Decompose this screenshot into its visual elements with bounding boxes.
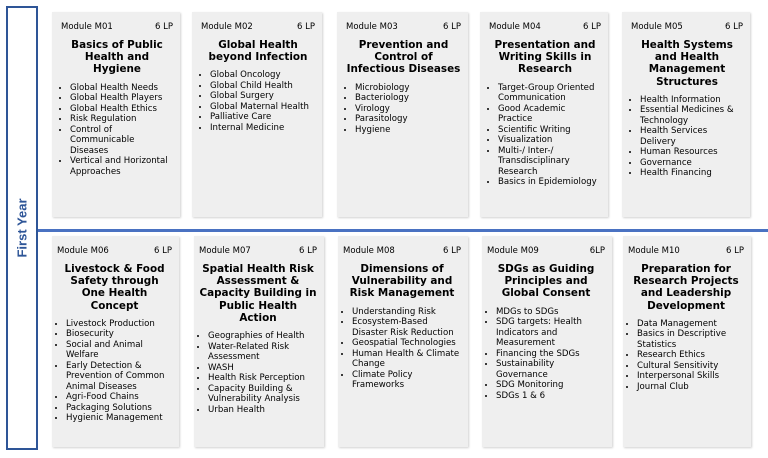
module-topic: • Livestock Production	[66, 319, 172, 330]
module-card-m08	[338, 236, 468, 447]
module-header	[489, 22, 601, 33]
module-card-m02	[192, 12, 322, 217]
module-header	[346, 22, 461, 33]
module-card-m03	[337, 12, 468, 217]
module-topic: • Interpersonal Skills	[637, 371, 744, 382]
module-topic: • WASH	[208, 363, 317, 374]
module-code: Module M02	[201, 22, 253, 32]
module-topic: • Global Health Players	[70, 93, 173, 104]
module-topic: • Biosecurity	[66, 329, 172, 340]
module-header	[487, 246, 605, 257]
module-topic: • Cultural Sensitivity	[637, 361, 744, 372]
module-topic: • Health Services Delivery	[640, 126, 743, 147]
module-topic-list	[199, 331, 317, 415]
year-label-box	[6, 6, 38, 450]
module-topic: • Sustainability Governance	[496, 359, 605, 380]
module-code: Module M04	[489, 22, 541, 32]
module-topic: • Human Resources	[640, 147, 743, 158]
module-topic-list	[628, 319, 744, 393]
module-topic: • Control of Communicable Diseases	[70, 125, 173, 157]
module-topic: • Microbiology	[355, 83, 461, 94]
module-card-m01	[52, 12, 180, 217]
module-topic: • Bacteriology	[355, 93, 461, 104]
module-card-m06	[52, 236, 179, 447]
module-topic: • Geographies of Health	[208, 331, 317, 342]
module-title: Spatial Health Risk Assessment & Capacity Building in Public Health Action	[199, 263, 317, 324]
module-topic: • Global Child Health	[210, 81, 315, 92]
module-topic: • Financing the SDGs	[496, 349, 605, 360]
module-topic: • Global Health Ethics	[70, 104, 173, 115]
module-topic: • Agri-Food Chains	[66, 392, 172, 403]
module-topic: • Ecosystem-Based Disaster Risk Reduction	[352, 317, 461, 338]
module-topic: • Climate Policy Frameworks	[352, 370, 461, 391]
module-card-m10	[623, 236, 751, 447]
module-title: Global Health beyond Infection	[208, 39, 308, 64]
module-card-m05	[622, 12, 750, 217]
module-title: Health Systems and Health Management Structures	[641, 39, 733, 88]
module-topic: • Global Oncology	[210, 70, 315, 81]
module-topic: • Urban Health	[208, 405, 317, 416]
module-code: Module M08	[343, 246, 395, 256]
module-topic: • Health Information	[640, 95, 743, 106]
module-topic: • Essential Medicines & Technology	[640, 105, 743, 126]
module-topic: • Data Management	[637, 319, 744, 330]
module-code: Module M07	[199, 246, 251, 256]
module-topic: • Research Ethics	[637, 350, 744, 361]
module-header	[57, 246, 172, 257]
module-topic: • Multi-/ Inter-/ Transdisciplinary Research	[498, 146, 601, 178]
module-topic: • SDG Monitoring	[496, 380, 605, 391]
module-topic: • Capacity Building & Vulnerability Analysis	[208, 384, 317, 405]
module-topic: • SDG targets: Health Indicators and Measurement	[496, 317, 605, 349]
module-topic: • Good Academic Practice	[498, 104, 601, 125]
module-code: Module M09	[487, 246, 539, 256]
module-topic: • Basics in Epidemiology	[498, 177, 601, 188]
module-code: Module M10	[628, 246, 680, 256]
module-title: Dimensions of Vulnerability and Risk Management	[349, 263, 455, 300]
module-code: Module M01	[61, 22, 113, 32]
module-topic: • Journal Club	[637, 382, 744, 393]
module-header	[201, 22, 315, 33]
row-divider	[38, 229, 768, 232]
module-topic: • Hygienic Management	[66, 413, 172, 424]
module-topic-list	[57, 319, 172, 424]
module-topic: • Global Maternal Health	[210, 102, 315, 113]
module-topic: • Global Health Needs	[70, 83, 173, 94]
module-credits: 6 LP	[443, 246, 461, 256]
module-topic: • Internal Medicine	[210, 123, 315, 134]
module-topic-list	[487, 307, 605, 402]
module-topic-list	[346, 83, 461, 136]
module-title: Livestock & Food Safety through One Health Concept	[64, 263, 165, 312]
module-title: Preparation for Research Projects and Leadership Development	[633, 263, 739, 312]
module-topic: • Global Surgery	[210, 91, 315, 102]
module-credits: 6 LP	[583, 22, 601, 32]
module-topic-list	[631, 95, 743, 179]
module-topic: • Basics in Descriptive Statistics	[637, 329, 744, 350]
module-topic: • Social and Animal Welfare	[66, 340, 172, 361]
module-topic: • Health Financing	[640, 168, 743, 179]
module-topic: • Geospatial Technologies	[352, 338, 461, 349]
module-topic: • Water-Related Risk Assessment	[208, 342, 317, 363]
module-title: SDGs as Guiding Principles and Global Consent	[497, 263, 595, 300]
module-topic: • Health Risk Perception	[208, 373, 317, 384]
module-title: Presentation and Writing Skills in Research	[494, 39, 596, 76]
module-title: Basics of Public Health and Hygiene	[71, 39, 163, 76]
module-topic-list	[489, 83, 601, 188]
module-header	[61, 22, 173, 33]
module-header	[631, 22, 743, 33]
module-title: Prevention and Control of Infectious Diseases	[346, 39, 461, 76]
module-topic-list	[343, 307, 461, 391]
module-code: Module M06	[57, 246, 109, 256]
module-topic: • Vertical and Horizontal Approaches	[70, 156, 173, 177]
module-credits: 6 LP	[443, 22, 461, 32]
module-header	[628, 246, 744, 257]
module-topic: • Packaging Solutions	[66, 403, 172, 414]
module-topic: • Risk Regulation	[70, 114, 173, 125]
module-credits: 6 LP	[297, 22, 315, 32]
module-topic: • Early Detection & Prevention of Common Animal Diseases	[66, 361, 172, 393]
module-topic: • Parasitology	[355, 114, 461, 125]
module-topic: • Human Health & Climate Change	[352, 349, 461, 370]
module-topic-list	[201, 70, 315, 133]
module-topic: • Hygiene	[355, 125, 461, 136]
module-topic: • SDGs 1 & 6	[496, 391, 605, 402]
module-topic: • Governance	[640, 158, 743, 169]
module-card-m04	[480, 12, 608, 217]
year-label: First Year	[14, 198, 30, 258]
module-credits: 6 LP	[726, 246, 744, 256]
module-code: Module M05	[631, 22, 683, 32]
module-header	[343, 246, 461, 257]
module-topic: • Visualization	[498, 135, 601, 146]
module-header	[199, 246, 317, 257]
module-card-m09	[482, 236, 612, 447]
module-credits: 6 LP	[155, 22, 173, 32]
module-topic-list	[61, 83, 173, 178]
module-topic: • MDGs to SDGs	[496, 307, 605, 318]
module-code: Module M03	[346, 22, 398, 32]
module-topic: • Virology	[355, 104, 461, 115]
module-topic: • Understanding Risk	[352, 307, 461, 318]
module-topic: • Target-Group Oriented Communication	[498, 83, 601, 104]
module-credits: 6 LP	[299, 246, 317, 256]
module-topic: • Palliative Care	[210, 112, 315, 123]
module-card-m07	[194, 236, 324, 447]
module-credits: 6 LP	[725, 22, 743, 32]
module-credits: 6LP	[589, 246, 605, 256]
module-topic: • Scientific Writing	[498, 125, 601, 136]
module-credits: 6 LP	[154, 246, 172, 256]
